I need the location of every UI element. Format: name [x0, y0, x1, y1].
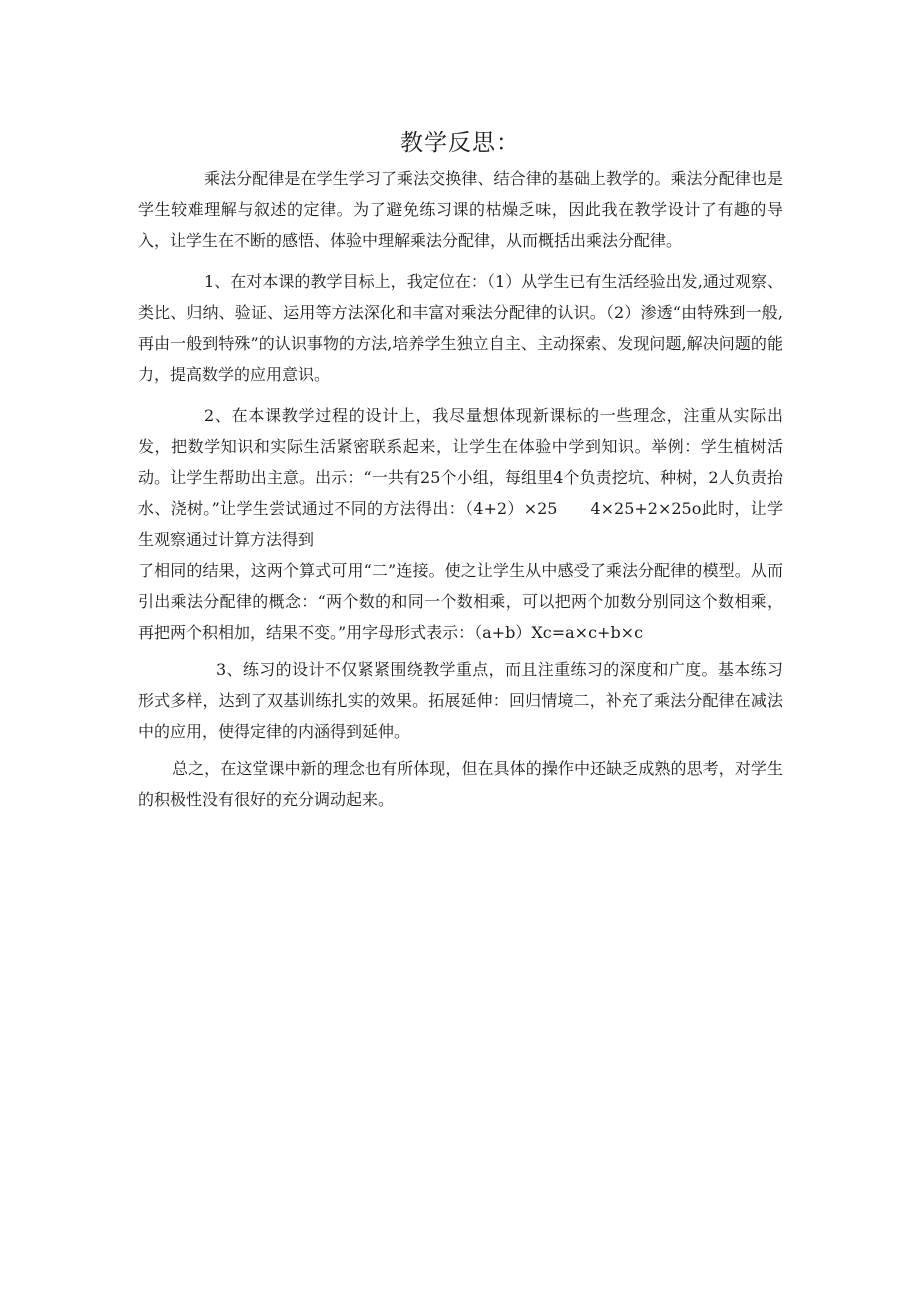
paragraph-practice: 3、练习的设计不仅紧紧围绕教学重点，而且注重练习的深度和广度。基本练习形式多样，达到了双基训练扎实的效果。拓展延伸：回归情境二，补充了乘法分配律在减法中的应用，使得定律的内涵得到延伸。	[138, 660, 783, 741]
paragraph-process: 2、在本课教学过程的设计上，我尽量想体现新课标的一些理念，注重从实际出发，把数学知识和实际生活紧密联系起来，让学生在体验中学到知识。举例：学生植树活动。让学生帮助出主意。出示：“一共有25个小组，每组里4个负责挖坑、种树，2人负责抬水、浇树。”让学生尝试通过不同的方法得出：（4+2）×25 4×25+2×25o此时，让学生观察通过计算方法得到	[138, 406, 783, 549]
paragraph-goals: 1、在对本课的教学目标上，我定位在：（1）从学生已有生活经验出发,通过观察、类比、归纳、验证、运用等方法深化和丰富对乘法分配律的认识。（2）渗透“由特殊到一般,再由一般到特殊”的认识事物的方法,培养学生独立自主、主动探索、发现问题,解决问题的能力，提高数学的应用意识。	[138, 272, 783, 384]
paragraph-summary: 总之，在这堂课中新的理念也有所体现，但在具体的操作中还缺乏成熟的思考，对学生的积极性没有很好的充分调动起来。	[138, 759, 783, 809]
document-title: 教学反思：	[400, 130, 520, 156]
paragraph-intro: 乘法分配律是在学生学习了乘法交换律、结合律的基础上教学的。乘法分配律也是学生较难理解与叙述的定律。为了避免练习课的枯燥乏味，因此我在教学设计了有趣的导入，让学生在不断的感悟、体验中理解乘法分配律，从而概括出乘法分配律。	[138, 169, 783, 250]
document-body	[138, 163, 783, 815]
paragraph-process-continued: 了相同的结果，这两个算式可用“二”连接。使之让学生从中感受了乘法分配律的模型。从而引出乘法分配律的概念：“两个数的和同一个数相乘，可以把两个加数分别同这个数相乘，再把两个积相加，结果不变。”用字母形式表示：（a+b）Xc=a×c+b×c	[138, 561, 783, 642]
